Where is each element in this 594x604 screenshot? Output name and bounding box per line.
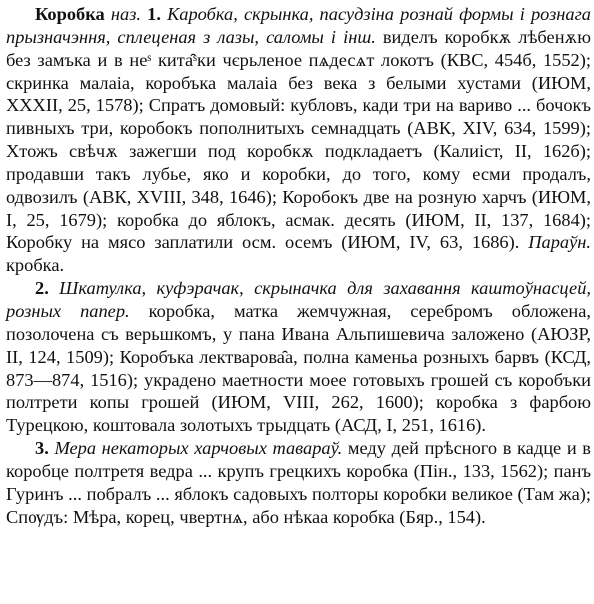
cross-reference-label: Параўн. [528,232,591,253]
space [49,278,59,298]
sense-number: 3. [35,438,49,459]
sense-definition: Каробка, скрынка, пасудзіна рознай формы і рознага прызначэння, сплеценая з лазы, саломы і інш. [6,4,591,47]
sense-number: 1. [147,4,161,24]
sense-definition: Мера некаторых харчовых тавараў. [54,438,343,459]
citations: меду дей прѣсного в кадце и в коробце полтретя ведра ... крупъ грецкихъ коробка (Пін., 133, 1562); панъ Гуринъ ... побралъ ... яблокъ садовыхъ полторы коробки великое (Там жа); Спѹдъ: Мѣра, корец, чвертнѧ, або нѣкаа коробка (Бяр., 154). [6,438,591,527]
sense-3-paragraph [6,437,591,528]
cross-reference-target: кробка. [6,255,65,276]
sense-2-paragraph [6,277,591,437]
sense-number: 2. [35,278,49,299]
sense-1-paragraph [6,3,591,277]
part-of-speech: наз. [110,4,141,24]
headword: Коробка [35,4,105,24]
citations: коробка, матка жемчужная, серебромъ обложена, позолочена съ верьшкомъ, у пана Ивана Альпишевича заложено (АЮЗР, II, 124, 1509); Коробъка лектварова̑а, полна каменьа розныхъ барвъ (КСД, 873—874, 1516); украдено маетности моее готовыхъ грошей съ коробъки полтрети копы грошей (ИЮМ, VIII, 262, 1600); коробка з фарбою Турецкою, коштовала золотыхъ трыдцать (АСД, I, 251, 1616). [6,300,591,436]
citations: виделъ коробкѫ лѣбенѫю без замъка и в неˢ кита̑ˢки чєрьленое пѧдесѧт локотъ (КВС, 454б, 1552); скринка малаіа, коробъка малаіа без века з белыми хустами (ИЮМ, XXXII, 25, 1578); Спратъ домовый: кубловъ, кади три на вариво ... бочокъ пивныхъ три, коробокъ пополнитыхъ семнадцать (АВК, XIV, 634, 1599); Хтожъ свѣчѫ зажегши под коробкѫ подкладаетъ (Калиіст, II, 162б); продавши такъ лубье, яко и коробки, до того, кому есми продалъ, одвозилъ (АВК, XVIII, 348, 1646); Коробокъ две на розную харчъ (ИЮМ, I, 25, 1679); коробка до яблокъ, асмак. десять (ИЮМ, II, 137, 1684); Коробку на мясо заплатили осм. осемъ (ИЮМ, IV, 63, 1686). [6,26,591,253]
sense-definition: Шкатулка, куфэрачак, скрыначка для захавання каштоўнасцей, розных папер. [6,278,591,321]
